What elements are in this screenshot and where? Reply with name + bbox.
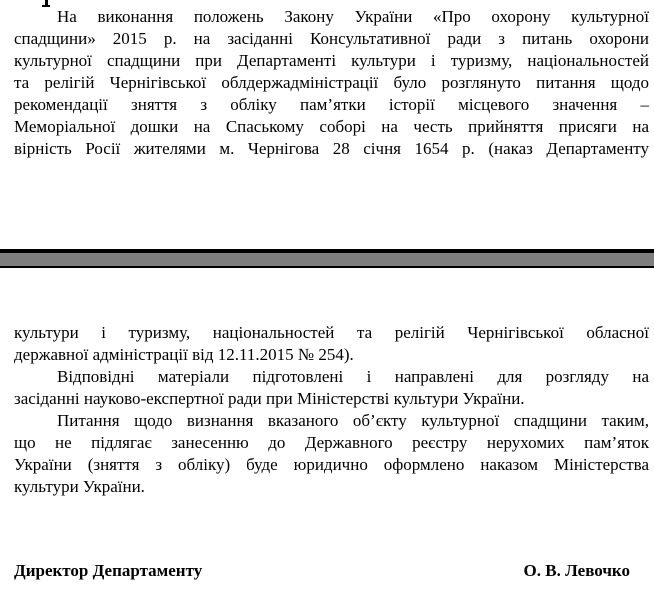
text-line: Меморіальної дошки на Спаському соборі на честь прийняття присяги на	[14, 117, 649, 136]
signature-row	[14, 560, 649, 582]
text-line: та релігій Чернігівської облдержадміністрації було розглянуто питання щодо	[14, 73, 649, 92]
page-break-bottom-bar	[0, 266, 654, 268]
signatory-title: Директор Департаменту	[14, 561, 203, 580]
page-break-gray-band	[0, 253, 654, 266]
page1-paragraph	[14, 6, 649, 160]
text-line: рекомендації зняття з обліку пам’ятки історії місцевого значення –	[14, 95, 649, 114]
text-line: Відповідні матеріали підготовлені і направлені для розгляду на	[57, 367, 649, 386]
text-line: що не підлягає занесенню до Державного реєстру нерухомих пам’яток	[14, 433, 649, 452]
signatory-name: О. В. Левочко	[523, 561, 630, 580]
page-break-band	[0, 249, 654, 268]
text-line: спадщини» 2015 р. на засіданні Консультативної ради з питань охорони	[14, 29, 649, 48]
text-line: вірність Росії жителями м. Чернігова 28 січня 1654 р. (наказ Департаменту	[14, 139, 649, 158]
text-line: державної адміністрації від 12.11.2015 № 254).	[14, 345, 354, 364]
text-line: культури України.	[14, 477, 145, 496]
text-line: культури і туризму, національностей та релігій Чернігівської обласної	[14, 323, 649, 342]
text-line: Питання щодо визнання вказаного об’єкту культурної спадщини таким,	[57, 411, 649, 430]
text-line: На виконання положень Закону України «Про охорону культурної	[57, 7, 649, 26]
text-line: України (зняття з обліку) буде юридично оформлено наказом Міністерства	[14, 455, 649, 474]
text-line: засіданні науково-експертної ради при Міністерстві культури України.	[14, 389, 525, 408]
text-line: культурної спадщини при Департаменті культури і туризму, національностей	[14, 51, 649, 70]
page2-paragraphs	[14, 322, 649, 498]
